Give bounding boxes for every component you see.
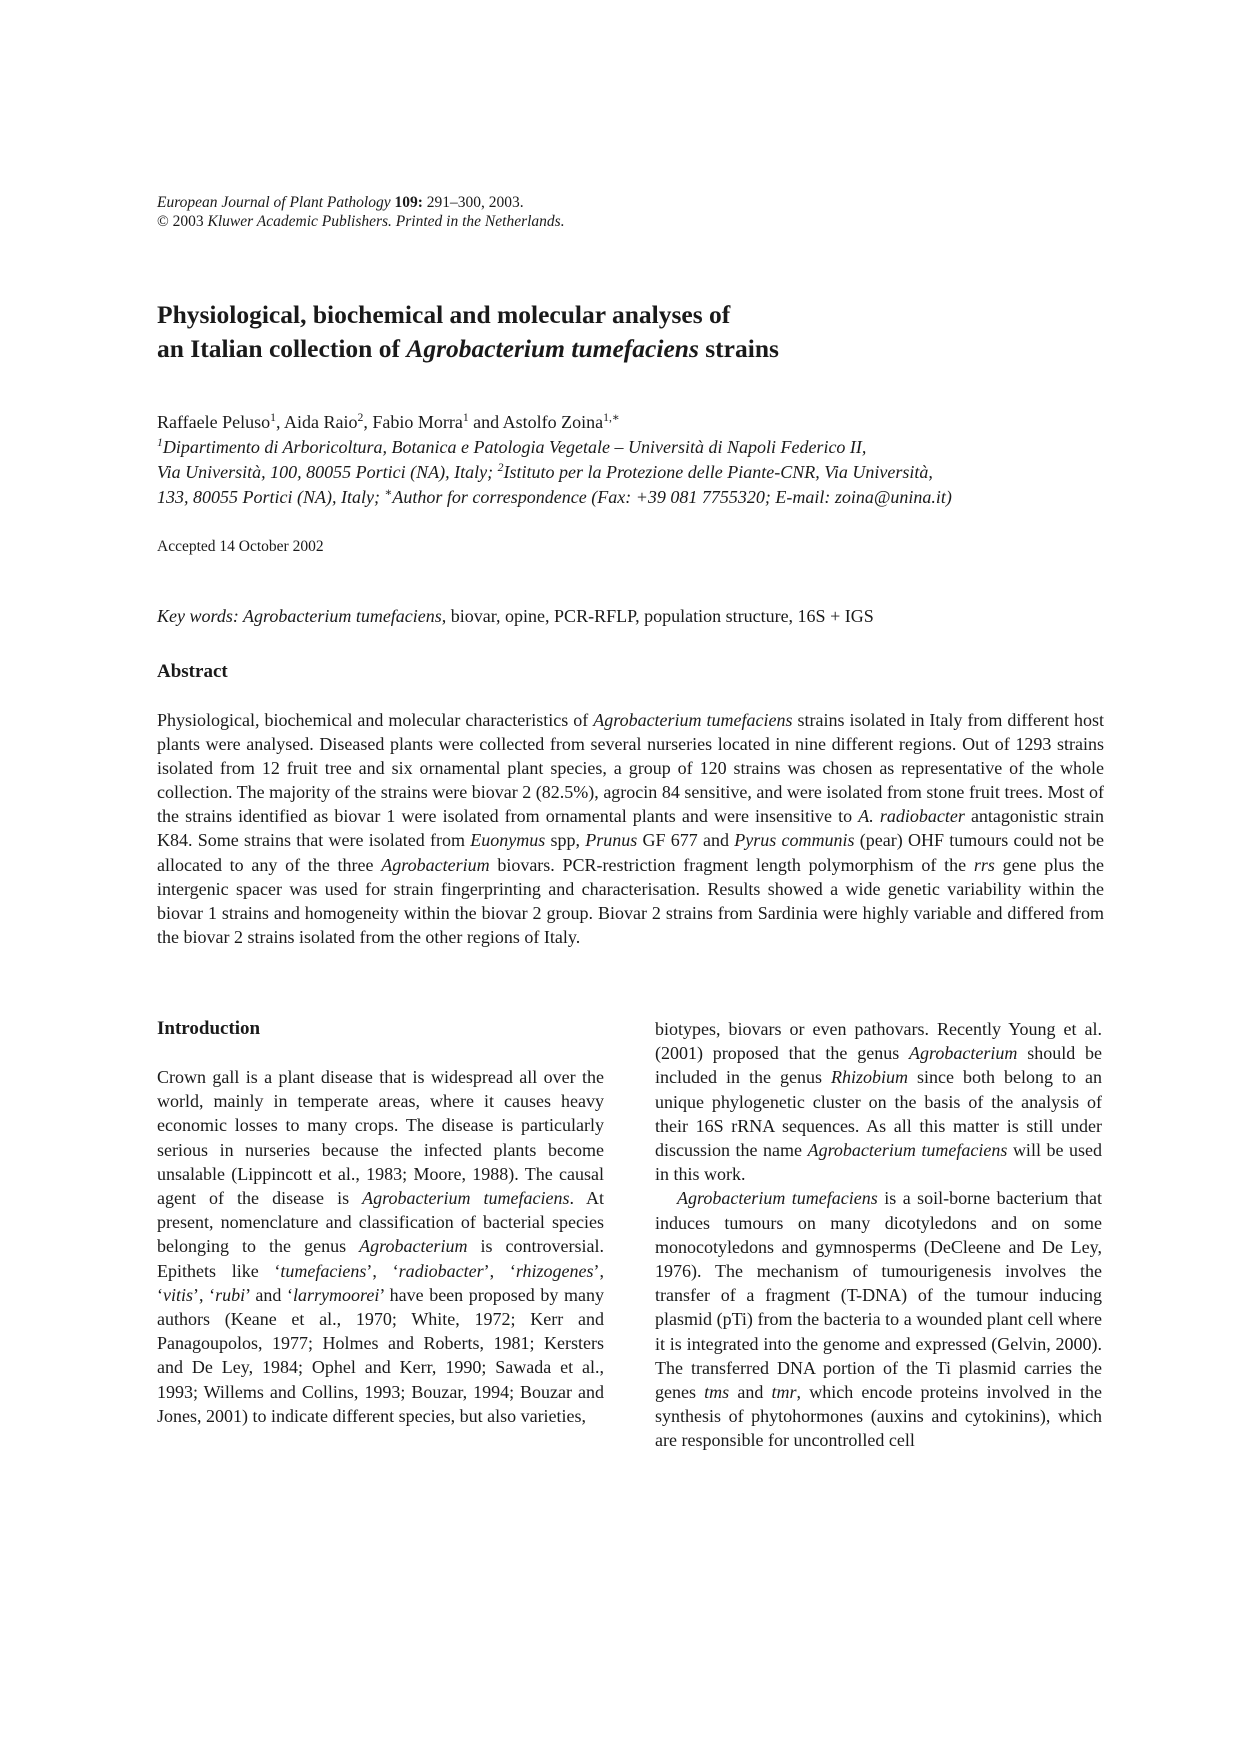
intro-span: , which encode proteins involved in the synthesis of phytohormones (auxins and cytokinins), which are responsible for uncontrolled cell bbox=[655, 1382, 1102, 1451]
title-species: Agrobacterium tumefaciens bbox=[406, 334, 699, 363]
abstract-span: (pear) OHF tumours could not be allocated to any of the three bbox=[157, 830, 1104, 875]
affil-marker-1: 1 bbox=[157, 436, 163, 449]
abstract-italic: rrs bbox=[973, 854, 995, 875]
correspondence: Author for correspondence (Fax: +39 081 7755320; E-mail: zoina@unina.it) bbox=[392, 487, 952, 507]
affil-line-2b: Istituto per la Protezione delle Piante-CNR, Via Università, bbox=[503, 462, 933, 482]
intro-span: Crown gall is a plant disease that is widespread all over the world, mainly in temperate areas, where it causes heavy economic losses to many crops. The disease is particularly serious in nurseries because the infected plants become unsalable (Lippincott et al., 1983; Moore, 1988). The causal agent of the disease is bbox=[157, 1067, 604, 1209]
intro-span: ’, ‘ bbox=[157, 1260, 604, 1305]
copyright-symbol: © 2003 bbox=[157, 213, 208, 230]
title-line-2-suffix: strains bbox=[698, 334, 779, 363]
epithet: tumefaciens bbox=[280, 1260, 367, 1281]
intro-span: ’ and ‘ bbox=[245, 1284, 293, 1305]
title-line-2-prefix: an Italian collection of bbox=[157, 334, 407, 363]
epithet: rhizogenes bbox=[515, 1260, 594, 1281]
intro-span: will be used in this work. bbox=[655, 1140, 1102, 1185]
corresponding-marker: ∗ bbox=[384, 486, 393, 499]
abstract-span: strains isolated in Italy from different host plants were analysed. Diseased plants were collected from several nurseries located in nine different regions. Out of 1293 strains isolated from 12 fruit tree and six ornamental plant species, a group of 120 strains was chosen as representative of the whole collection. The majority of the strains were biovar 2 (82.5%), agrocin 84 sensitive, and were isolated from stone fruit trees. Most of the strains identified as biovar 1 were isolated from ornamental plants and were insensitive to bbox=[157, 710, 1104, 827]
intro-italic: Agrobacterium bbox=[359, 1236, 468, 1257]
abstract-italic: Agrobacterium bbox=[381, 854, 490, 875]
journal-pages: 291–300, 2003. bbox=[422, 194, 524, 211]
journal-name: European Journal of Plant Pathology bbox=[157, 194, 391, 211]
right-column bbox=[655, 1017, 1102, 1453]
citation-line bbox=[157, 193, 565, 212]
left-column bbox=[157, 1017, 604, 1428]
abstract-heading: Abstract bbox=[157, 661, 228, 682]
intro-italic: Agrobacterium tumefaciens bbox=[677, 1188, 878, 1209]
intro-span: . At present, nomenclature and classification of bacterial species belonging to the genus bbox=[157, 1188, 604, 1257]
author-1-affil: 1 bbox=[270, 411, 276, 424]
affil-line-3: 133, 80055 Portici (NA), Italy; bbox=[157, 487, 385, 507]
keywords bbox=[157, 606, 874, 627]
intro-span: and bbox=[729, 1382, 772, 1403]
abstract-span: Physiological, biochemical and molecular characteristics of bbox=[157, 710, 594, 730]
intro-italic: Agrobacterium tumefaciens bbox=[362, 1188, 570, 1209]
publisher: Kluwer Academic Publishers. Printed in the Netherlands. bbox=[207, 213, 565, 230]
affil-line-2: Via Università, 100, 80055 Portici (NA), Italy; bbox=[157, 462, 498, 482]
abstract-span: spp, bbox=[545, 830, 586, 851]
affiliations bbox=[157, 435, 1117, 510]
affil-marker-2: 2 bbox=[497, 461, 504, 474]
abstract-span: antagonistic strain K84. Some strains that were isolated from bbox=[157, 806, 1105, 851]
intro-span: biotypes, biovars or even pathovars. Recently Young et al. (2001) proposed that the genus bbox=[655, 1019, 1102, 1064]
author-list bbox=[157, 410, 620, 434]
accepted-date: Accepted 14 October 2002 bbox=[157, 538, 324, 555]
gene-name: tms bbox=[704, 1382, 730, 1403]
intro-italic: Rhizobium bbox=[831, 1067, 909, 1088]
abstract-italic: A. radiobacter bbox=[858, 806, 965, 827]
title-line-1: Physiological, biochemical and molecular analyses of bbox=[157, 300, 731, 329]
intro-span: ’, ‘ bbox=[483, 1260, 516, 1281]
intro-italic: Agrobacterium bbox=[909, 1043, 1018, 1064]
author-4: and Astolfo Zoina bbox=[468, 412, 604, 432]
intro-span: ’, ‘ bbox=[193, 1284, 216, 1305]
author-4-affil: 1,∗ bbox=[603, 411, 620, 424]
intro-span: is controversial. Epithets like ‘ bbox=[157, 1236, 604, 1281]
abstract-italic: Agrobacterium tumefaciens bbox=[593, 710, 793, 730]
abstract-italic: Prunus bbox=[585, 830, 638, 851]
intro-paragraph-1-cont bbox=[655, 1017, 1102, 1186]
paper-title bbox=[157, 298, 1107, 366]
intro-italic: Agrobacterium tumefaciens bbox=[807, 1140, 1008, 1161]
author-2: , Aida Raio bbox=[275, 412, 358, 432]
intro-span: ’ have been proposed by many authors (Keane et al., 1970; White, 1972; Kerr and Panagoupolos, 1977; Holmes and Roberts, 1981; Kersters and De Ley, 1984; Ophel and Kerr, 1990; Sawada et al., 1993; Willems and Collins, 1993; Bouzar, 1994; Bouzar and Jones, 2001) to indicate different species, but also varieties, bbox=[157, 1284, 604, 1426]
epithet: vitis bbox=[163, 1284, 193, 1305]
intro-span: since both belong to an unique phylogenetic cluster on the basis of the analysis of their 16S rRNA sequences. As all this matter is still under discussion the name bbox=[655, 1067, 1103, 1161]
introduction-heading: Introduction bbox=[157, 1018, 261, 1039]
gene-name: tmr bbox=[771, 1382, 797, 1403]
epithet: larrymoorei bbox=[293, 1284, 380, 1305]
intro-paragraph-1 bbox=[157, 1065, 604, 1428]
abstract-span: gene plus the intergenic spacer was used for strain fingerprinting and characterisation. Results showed a wide genetic variability within the biovar 1 strains and homogeneity within the biovar 2 group. Biovar 2 strains from Sardinia were highly variable and differed from the biovar 2 strains isolated from the other regions of Italy. bbox=[157, 854, 1104, 947]
journal-header bbox=[157, 193, 565, 231]
intro-paragraph-2 bbox=[655, 1186, 1102, 1452]
journal-volume: 109: bbox=[394, 194, 423, 211]
abstract-text bbox=[157, 708, 1104, 949]
abstract-italic: Euonymus bbox=[470, 830, 546, 851]
epithet: rubi bbox=[215, 1284, 246, 1305]
affil-line-1: Dipartimento di Arboricoltura, Botanica e Patologia Vegetale – Università di Napoli Federico II, bbox=[162, 437, 867, 457]
author-2-affil: 2 bbox=[357, 411, 364, 424]
keywords-label: Key words: Agrobacterium tumefaciens bbox=[157, 606, 442, 626]
keywords-list: , biovar, opine, PCR-RFLP, population structure, 16S + IGS bbox=[441, 606, 874, 626]
author-3-affil: 1 bbox=[462, 411, 469, 424]
copyright-line bbox=[157, 212, 565, 231]
author-1: Raffaele Peluso bbox=[157, 412, 271, 432]
abstract-span: biovars. PCR-restriction fragment length polymorphism of the bbox=[489, 854, 974, 875]
epithet: radiobacter bbox=[398, 1260, 484, 1281]
intro-span: should be included in the genus bbox=[655, 1043, 1103, 1088]
abstract-span: GF 677 and bbox=[637, 830, 735, 851]
abstract-italic: Pyrus communis bbox=[734, 830, 855, 851]
intro-span: is a soil-borne bacterium that induces tumours on many dicotyledons and on some monocotyledons and gymnosperms (DeCleene and De Ley, 1976). The mechanism of tumourigenesis involves the transfer of a fragment (T-DNA) of the tumour inducing plasmid (pTi) from the bacteria to a wounded plant cell where it is integrated into the genome and expressed (Gelvin, 2000). The transferred DNA portion of the Ti plasmid carries the genes bbox=[655, 1188, 1103, 1403]
intro-span: ’, ‘ bbox=[366, 1260, 399, 1281]
author-3: , Fabio Morra bbox=[363, 412, 463, 432]
